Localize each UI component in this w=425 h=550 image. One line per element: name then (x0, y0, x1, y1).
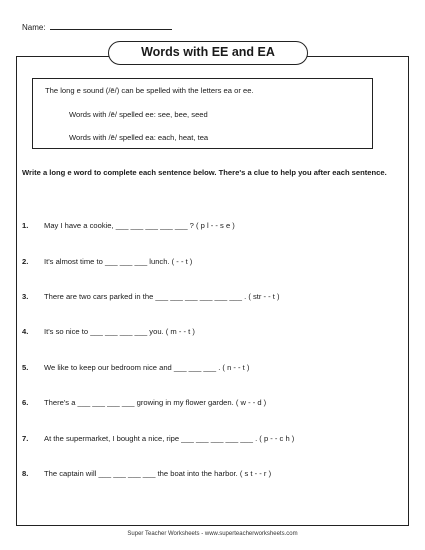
info-ea-line: Words with /ē/ spelled ea: each, heat, tea (69, 133, 209, 142)
question-5 (22, 363, 249, 372)
question-text: At the supermarket, I bought a nice, ripe ___ ___ ___ ___ ___ . ( p - - c h ) (44, 434, 295, 443)
question-7 (22, 434, 294, 443)
question-text: There are two cars parked in the ___ ___ ___ ___ ___ ___ . ( str - - t ) (44, 292, 280, 301)
question-text: May I have a cookie, ___ ___ ___ ___ ___ ? ( p l - - s e ) (44, 221, 235, 230)
question-1 (22, 221, 235, 230)
question-number: 7. (22, 434, 29, 443)
question-number: 8. (22, 469, 29, 478)
question-number: 6. (22, 398, 29, 407)
question-8 (22, 469, 271, 478)
question-6 (22, 398, 266, 407)
info-ee-line: Words with /ē/ spelled ee: see, bee, seed (69, 110, 208, 119)
question-text: There's a ___ ___ ___ ___ growing in my flower garden. ( w - - d ) (44, 398, 267, 407)
question-3 (22, 292, 280, 301)
info-box (32, 78, 373, 149)
question-number: 2. (22, 257, 29, 266)
question-number: 3. (22, 292, 29, 301)
question-4 (22, 327, 195, 336)
worksheet-title: Words with EE and EA (108, 41, 308, 65)
instructions: Write a long e word to complete each sentence below. There's a clue to help you after each sentence. (22, 168, 387, 177)
question-2 (22, 257, 192, 266)
question-text: We like to keep our bedroom nice and ___ ___ ___ . ( n - - t ) (44, 363, 250, 372)
question-number: 5. (22, 363, 29, 372)
name-line[interactable] (50, 22, 172, 30)
question-text: It's almost time to ___ ___ ___ lunch. ( - - t ) (44, 257, 193, 266)
question-number: 4. (22, 327, 29, 336)
footer-credit: Super Teacher Worksheets - www.superteacherworksheets.com (127, 531, 298, 537)
question-text: It's so nice to ___ ___ ___ ___ you. ( m - - t ) (44, 327, 195, 336)
question-number: 1. (22, 221, 29, 230)
name-field-row (22, 22, 172, 32)
name-label: Name: (22, 23, 46, 32)
info-intro: The long e sound (/ē/) can be spelled with the letters ea or ee. (45, 86, 254, 95)
question-text: The captain will ___ ___ ___ ___ the boat into the harbor. ( s t - - r ) (44, 469, 272, 478)
